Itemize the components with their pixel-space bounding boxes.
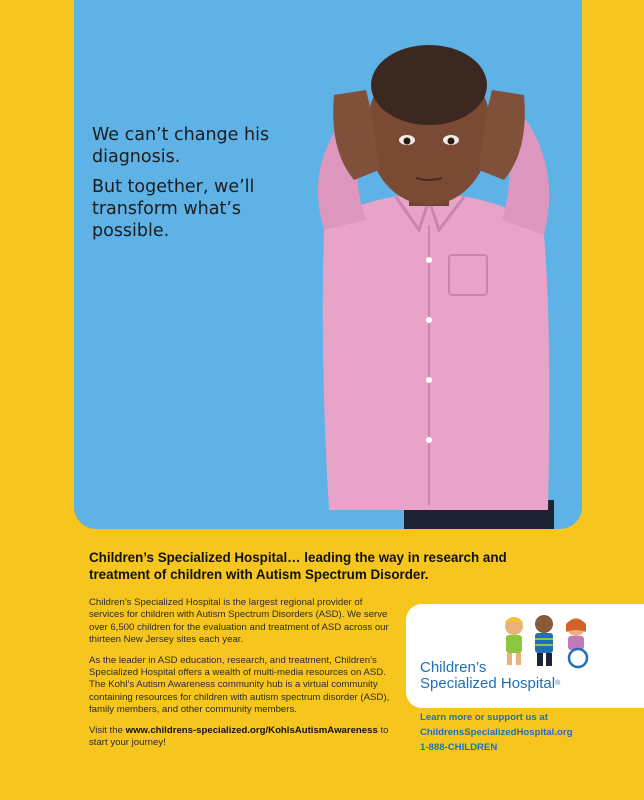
body-paragraph-1: Children’s Specialized Hospital is the largest regional provider of services for children with Autism Spectrum Disorders (ASD). We serve over 6,500 children for the evaluation and treatment of ASD across our thirteen New Jersey sites each year. (89, 597, 389, 646)
hero-photo (74, 0, 582, 529)
headline-line-2: But together, we’ll transform what’s possible. (92, 177, 255, 241)
body-paragraph-3 (89, 725, 394, 750)
logo-line-2 (420, 676, 560, 692)
kohls-autism-link[interactable]: www.childrens-specialized.org/KohlsAutismAwareness (125, 724, 378, 736)
call-to-action (420, 710, 640, 755)
body-text (89, 597, 394, 757)
section-title: Children’s Specialized Hospital… leading the way in research and treatment of children with Autism Spectrum Disorder. (89, 550, 507, 582)
headline (92, 124, 292, 250)
logo-line-1: Children’s (420, 659, 487, 676)
body-paragraph-2: As the leader in ASD education, research, and treatment, Children’s Specialized Hospital offers a wealth of multi-media resources on ASD. The Kohl’s Autism Awareness community hub is a virtual community containing resources for children with autism spectrum disorder (ASD), family members, and other community members. (89, 654, 390, 716)
hospital-logo-card (406, 604, 644, 708)
phone-number[interactable]: 1-888-CHILDREN (420, 742, 498, 753)
visit-suffix: to start your journey! (89, 724, 389, 749)
hospital-logo-text (420, 660, 560, 692)
hospital-website-link[interactable]: ChildrensSpecializedHospital.org (420, 727, 573, 738)
boy-illustration (74, 0, 582, 529)
headline-line-1: We can’t change his diagnosis. (92, 125, 270, 167)
cta-line-1: Learn more or support us at (420, 712, 548, 723)
logo-line-2-text: Specialized Hospital (420, 675, 556, 692)
registered-mark: ® (555, 680, 561, 687)
visit-prefix: Visit the (89, 724, 126, 736)
